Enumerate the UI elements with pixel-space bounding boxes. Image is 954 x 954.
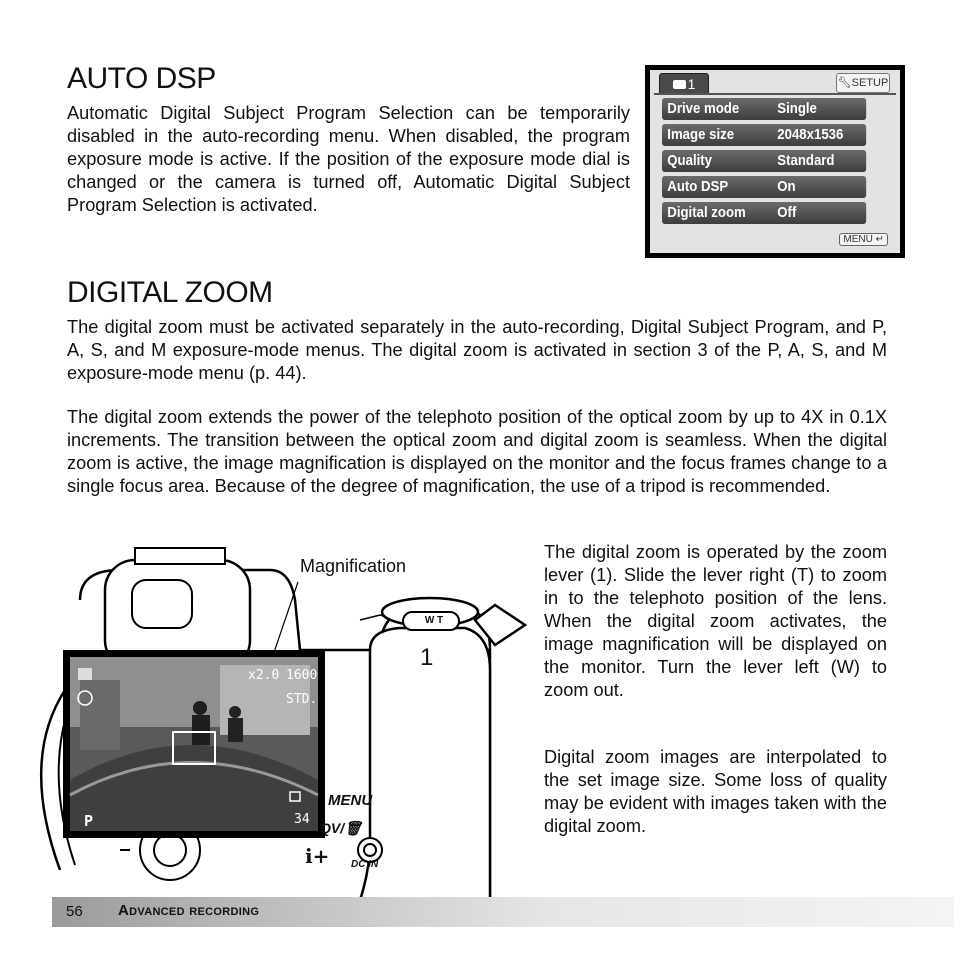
menu-button-label: MENU bbox=[328, 792, 373, 809]
menu-row-value: Standard bbox=[777, 152, 835, 169]
menu-row bbox=[662, 176, 866, 198]
trash-icon: 🗑︎ bbox=[344, 820, 362, 836]
lcd-frame-counter: 34 bbox=[294, 812, 310, 827]
auto-dsp-paragraph: Automatic Digital Subject Program Selection can be temporarily disabled in the auto-recording menu. When disabled, the program exposure mode is active. If the position of the exposure mode dial is changed or the camera is turned off, Automatic Digital Subject Program Selection is activated. bbox=[67, 103, 630, 215]
camera-menu-screen bbox=[645, 65, 905, 258]
footer-section-name: Advanced recording bbox=[118, 902, 260, 919]
wrench-icon: 🔧︎ bbox=[837, 77, 852, 89]
lcd-quality: STD. bbox=[286, 692, 318, 707]
return-arrow-icon: ↵ bbox=[875, 234, 884, 245]
section-title-auto-dsp: AUTO DSP bbox=[67, 62, 216, 95]
page-number: 56 bbox=[66, 903, 83, 920]
menu-row-key: Digital zoom bbox=[667, 204, 746, 221]
page-footer bbox=[52, 897, 954, 927]
menu-row-key: Image size bbox=[667, 126, 735, 143]
setup-tab-label: SETUP bbox=[851, 77, 889, 89]
lcd-exposure-mode: P bbox=[84, 812, 94, 830]
menu-row-key: Auto DSP bbox=[667, 178, 729, 195]
tab-number: 1 bbox=[687, 76, 696, 92]
zoom-lever-label: W T bbox=[424, 615, 444, 626]
digital-zoom-paragraph-3: The digital zoom is operated by the zoom lever (1). Slide the lever right (T) to zoom in to the telephoto position of the lens. When the digital zoom activates, the image magnification will be displayed on the monitor. Turn the lever left (W) to zoom out. bbox=[544, 542, 887, 700]
camera-icon bbox=[673, 80, 686, 89]
menu-row-value: 2048x1536 bbox=[777, 126, 844, 143]
menu-row bbox=[662, 202, 866, 224]
zoom-lever-callout: 1 bbox=[420, 644, 434, 671]
section-title-digital-zoom: DIGITAL ZOOM bbox=[67, 276, 273, 309]
menu-row bbox=[662, 150, 866, 172]
dc-in-label: DC IN bbox=[351, 859, 379, 870]
magnification-callout: Magnification bbox=[300, 556, 407, 576]
menu-row bbox=[662, 98, 866, 120]
camera-illustration bbox=[20, 540, 540, 900]
digital-zoom-paragraph-2: The digital zoom extends the power of the telephoto position of the optical zoom by up to 4X in 0.1X increments. The transition between the optical zoom and digital zoom is seamless. When the digital zoom is active, the image magnification is displayed on the monitor and the focus frames change to a single focus area. Because of the degree of magnification, the use of a tripod is recommended. bbox=[67, 407, 887, 496]
digital-zoom-paragraph-4: Digital zoom images are interpolated to the set image size. Some loss of quality may be evident with images taken with the digital zoom. bbox=[544, 747, 887, 836]
menu-row-value: Off bbox=[777, 204, 797, 221]
qv-delete-button-label bbox=[320, 820, 362, 837]
menu-row bbox=[662, 124, 866, 146]
digital-zoom-paragraph-1: The digital zoom must be activated separately in the auto-recording, Digital Subject Program, and P, A, S, and M exposure-mode menus. The digital zoom is activated in section 3 of the P, A, S, and M exposure-mode menu (p. 44). bbox=[67, 317, 887, 383]
menu-row-key: Drive mode bbox=[667, 100, 740, 117]
qv-label: QV/ bbox=[320, 820, 345, 836]
menu-return-indicator bbox=[839, 233, 888, 246]
menu-button-label: MENU bbox=[843, 234, 873, 245]
menu-row-key: Quality bbox=[667, 152, 713, 169]
lcd-zoom-magnification: x2.0 bbox=[248, 668, 280, 683]
camera-drawing bbox=[20, 540, 540, 900]
menu-row-value: On bbox=[777, 178, 796, 195]
menu-row-value: Single bbox=[777, 100, 817, 117]
info-button-label: i+ bbox=[305, 844, 330, 868]
lcd-iso: 1600 bbox=[286, 668, 318, 683]
tab-divider bbox=[654, 93, 896, 95]
setup-tab bbox=[836, 73, 890, 93]
recording-menu-tab bbox=[659, 73, 709, 95]
